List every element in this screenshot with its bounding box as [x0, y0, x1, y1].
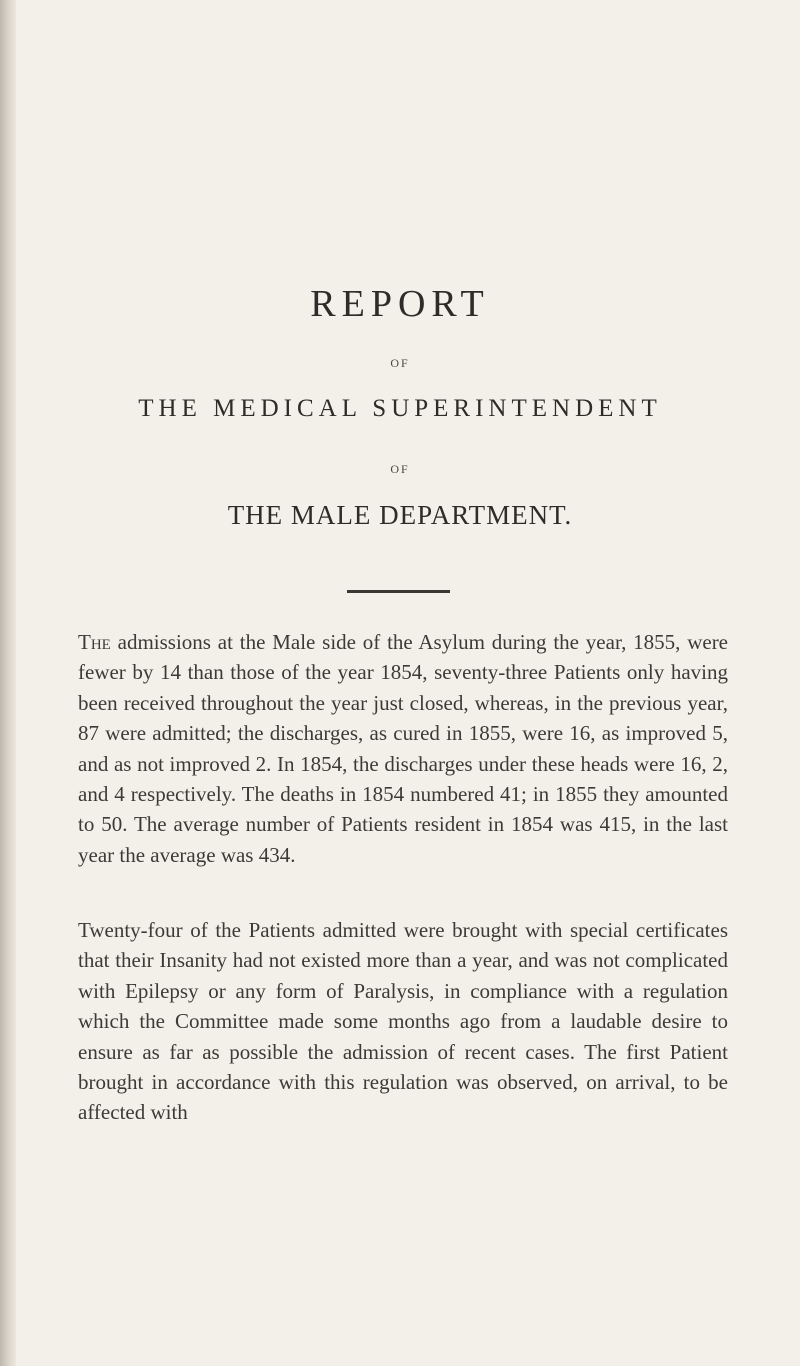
paragraph-1-text: admissions at the Male side of the Asylum during the year, 1855, were fewer by 14 than those of the year 1854, seventy-three Patients only having been received throughout the year just closed, whereas, in the previous year, 87 were admitted; the discharges, as cured in 1855, were 16, as improved 5, and as not improved 2. In 1854, the discharges under these heads were 16, 2, and 4 respectively. The deaths in 1854 numbered 41; in 1855 they amounted to 50. The average number of Patients resident in 1854 was 415, in the last year the average was 434.: [78, 630, 729, 867]
paragraph-1-lead: The: [78, 630, 111, 654]
of-connector-2: OF: [390, 462, 410, 476]
section-divider: [347, 590, 450, 593]
paragraph-2: Twenty-four of the Patients admitted were brought with special certificates that their Insanity had not existed more than a year, and was not complicated with Epilepsy or any form of Paralysis, in compliance with a regulation which the Committee made some months ago from a laudable desire to ensure as far as possible the admission of recent cases. The first Patient brought in accordance with this regulation was observed, on arrival, to be affected with: [78, 918, 728, 1125]
paragraph-1: [78, 627, 728, 870]
of-connector-1: OF: [390, 356, 410, 370]
report-subtitle: THE MEDICAL SUPERINTENDENT: [138, 395, 662, 422]
report-title: REPORT: [310, 283, 490, 325]
department-heading: THE MALE DEPARTMENT.: [227, 500, 573, 530]
